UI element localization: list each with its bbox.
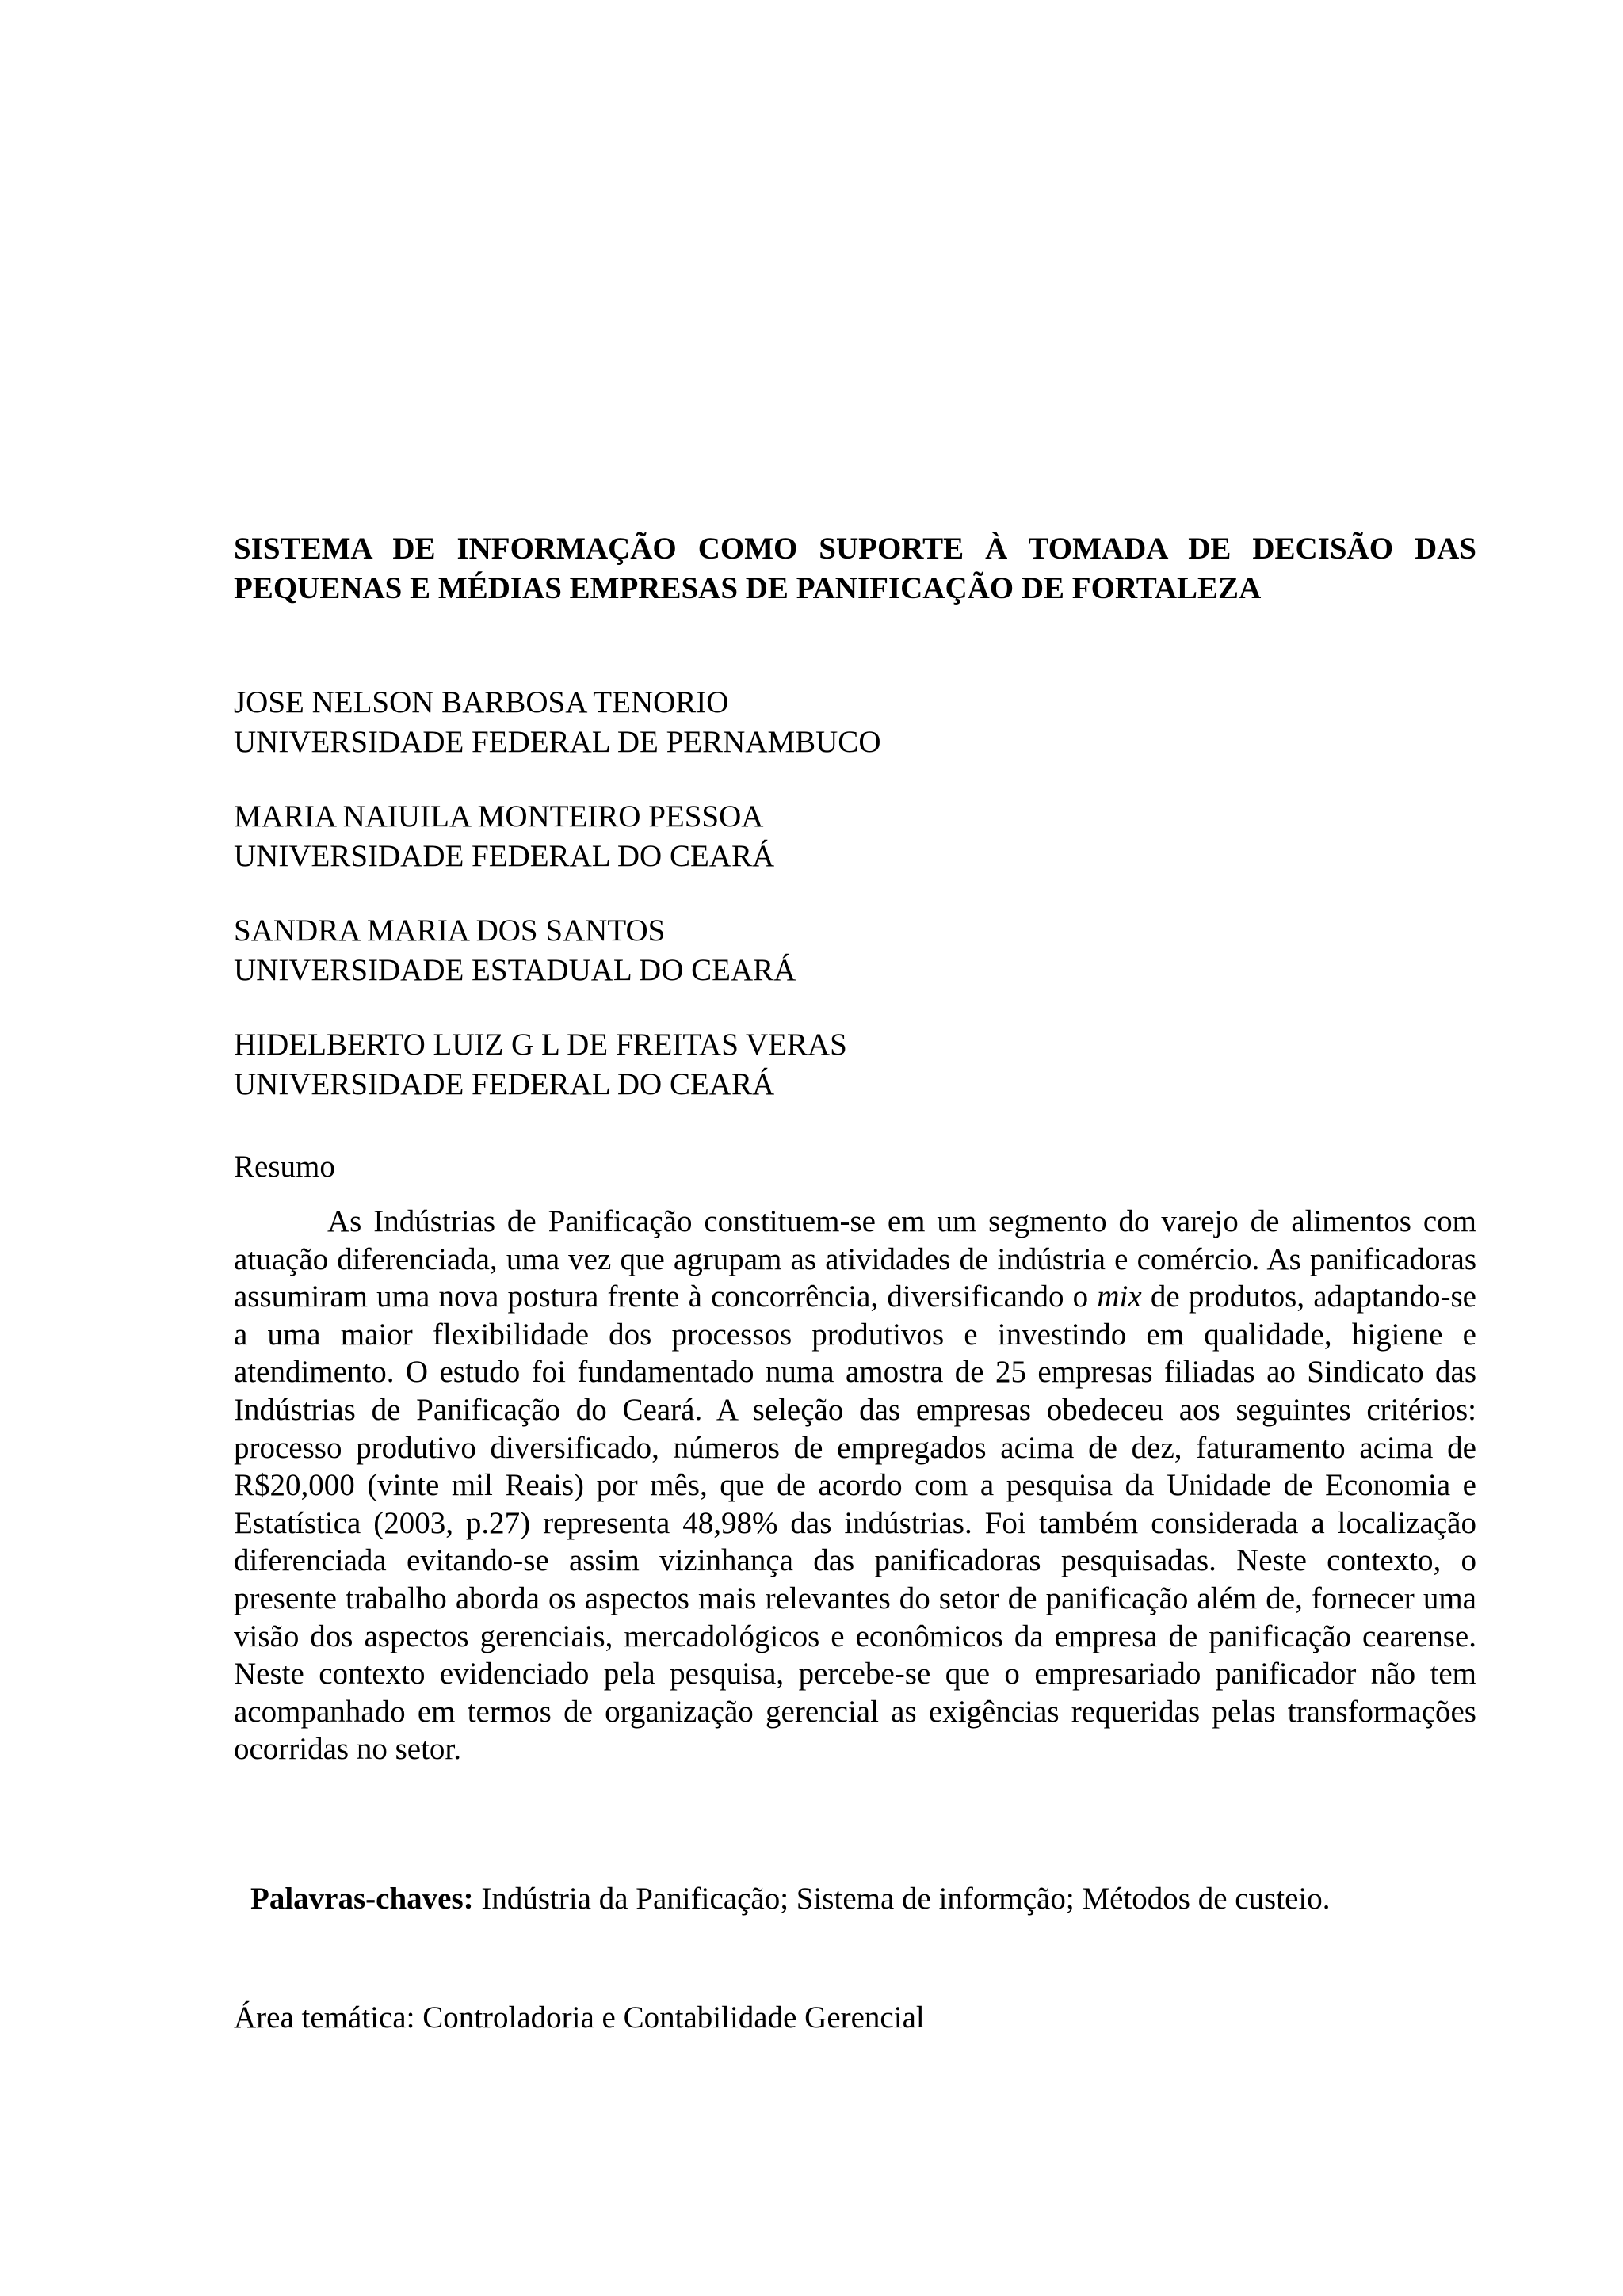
keywords-value: Indústria da Panificação; Sistema de informção; Métodos de custeio.: [473, 1882, 1331, 1916]
author-affiliation: UNIVERSIDADE FEDERAL DE PERNAMBUCO: [234, 725, 881, 759]
abstract-text-part2: de produtos, adaptando-se a uma maior flexibilidade dos processos produtivos e investindo em qualidade, higiene e atendimento. O estudo foi fundamentado numa amostra de 25 empresas filiadas ao Sindicato das Indústrias de Panificação do Ceará. A seleção das empresas obedeceu aos seguintes critérios: processo produtivo diversificado, números de empregados acima de dez, faturamento acima de R$20,000 (vinte mil Reais) por mês, que de acordo com a pesquisa da Unidade de Economia e Estatística (2003, p.27) representa 48,98% das indústrias. Foi também considerada a localização diferenciada evitando-se assim vizinhança das panificadoras pesquisadas. Neste contexto, o presente trabalho aborda os aspectos mais relevantes do setor de panificação além de, fornecer uma visão dos aspectos gerenciais, mercadológicos e econômicos da empresa de panificação cearense. Neste contexto evidenciado pela pesquisa, percebe-se que o empresariado panificador não tem acompanhado em termos de organização gerencial as exigências requeridas pelas transformações ocorridas no setor.: [234, 1280, 1476, 1767]
keywords-label: Palavras-chaves:: [250, 1882, 474, 1916]
author-affiliation: UNIVERSIDADE ESTADUAL DO CEARÁ: [234, 953, 796, 987]
author-name: JOSE NELSON BARBOSA TENORIO: [234, 685, 729, 719]
author-entry: [234, 911, 1476, 990]
title-line-2: PEQUENAS E MÉDIAS EMPRESAS DE PANIFICAÇÃO DE FORTALEZA: [234, 571, 1262, 605]
author-affiliation: UNIVERSIDADE FEDERAL DO CEARÁ: [234, 839, 775, 873]
abstract-heading: Resumo: [234, 1150, 335, 1184]
author-name: MARIA NAIUILA MONTEIRO PESSOA: [234, 799, 764, 833]
abstract-text-part1: As Indústrias de Panificação constituem-se em um segmento do varejo de alimentos com atuação diferenciada, uma vez que agrupam as atividades de indústria e comércio. As panificadoras assumiram uma nova postura frente à concorrência, diversificando o: [234, 1204, 1476, 1314]
author-name: SANDRA MARIA DOS SANTOS: [234, 913, 666, 948]
author-entry: [234, 797, 1476, 876]
keywords-line: [250, 1879, 1330, 1919]
author-list: [234, 683, 1476, 1139]
title-line-1: SISTEMA DE INFORMAÇÃO COMO SUPORTE À TOMADA DE DECISÃO DAS: [234, 532, 1476, 566]
author-entry: [234, 683, 1476, 762]
author-affiliation: UNIVERSIDADE FEDERAL DO CEARÁ: [234, 1067, 775, 1101]
abstract-italic-term: mix: [1097, 1280, 1142, 1314]
author-name: HIDELBERTO LUIZ G L DE FREITAS VERAS: [234, 1028, 847, 1062]
paper-title: [234, 529, 1476, 608]
thematic-area: Área temática: Controladoria e Contabilidade Gerencial: [234, 2000, 925, 2035]
abstract-paragraph: [234, 1203, 1476, 1768]
author-entry: [234, 1025, 1476, 1104]
